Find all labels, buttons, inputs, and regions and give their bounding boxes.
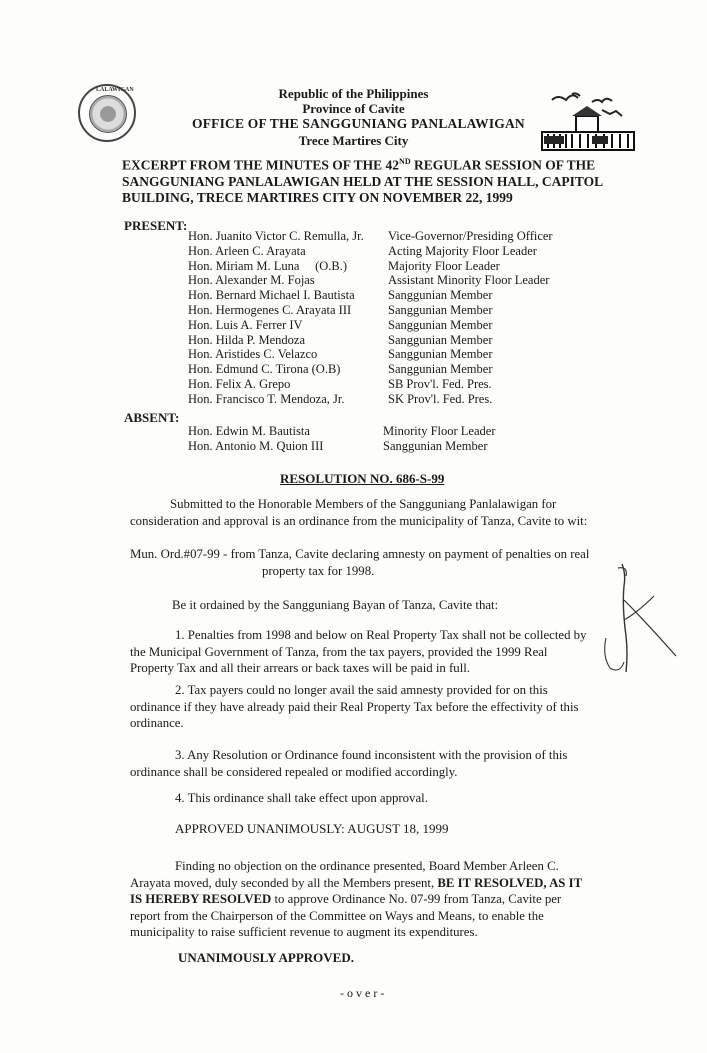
item-2: [130, 682, 578, 732]
resolution-title: RESOLUTION NO. 686-S-99: [280, 471, 445, 486]
present-member-role-12: SK Prov'l. Fed. Pres.: [388, 391, 493, 406]
item-3: [130, 747, 567, 780]
ordained-line: Be it ordained by the Sangguniang Bayan of Tanza, Cavite that:: [172, 598, 499, 612]
excerpt-sup: ND: [399, 157, 411, 166]
finding-line2a: Arayata moved, duly seconded by all the Members present,: [130, 875, 438, 890]
present-member-name-8: Hon. Hilda P. Mendoza: [188, 332, 305, 347]
excerpt-line3: BUILDING, TRECE MARTIRES CITY ON NOVEMBER 22, 1999: [122, 189, 513, 205]
present-member-name-11: Hon. Felix A. Grepo: [188, 376, 291, 391]
present-member-name-9: Hon. Aristides C. Velazco: [188, 347, 318, 362]
excerpt-line1b: REGULAR SESSION OF THE: [410, 157, 596, 173]
present-member-name-4: Hon. Alexander M. Fojas: [188, 273, 315, 288]
present-member-role-11: SB Prov'l. Fed. Pres.: [388, 376, 492, 391]
header-republic: Republic of the Philippines: [278, 86, 429, 101]
present-member-role-7: Sanggunian Member: [388, 317, 493, 332]
absent-member-name-1: Hon. Edwin M. Bautista: [188, 424, 310, 438]
ordinance-line2: property tax for 1998.: [262, 563, 375, 578]
finding-line3b: to approve Ordinance No. 07-99 from Tanza, Cavite per: [271, 892, 562, 906]
header-province: Province of Cavite: [302, 101, 405, 116]
item1-line1: 1. Penalties from 1998 and below on Real Property Tax shall not be collected by: [175, 628, 587, 642]
excerpt-line2: SANGGUNIANG PANLALAWIGAN HELD AT THE SESSION HALL, CAPITOL: [122, 173, 604, 189]
item2-line2: ordinance if they have already paid their Real Property Tax before the effectivity of this: [130, 699, 579, 714]
approved-line: APPROVED UNANIMOUSLY: AUGUST 18, 1999: [175, 821, 449, 836]
handwritten-initials: [600, 560, 700, 680]
item-1: [130, 627, 586, 677]
present-member-name-10: Hon. Edmund C. Tirona (O.B): [188, 362, 341, 377]
absent-member-name-2: Hon. Antonio M. Quion III: [188, 438, 324, 453]
present-member-role-1: Vice-Governor/Presiding Officer: [388, 229, 553, 243]
ordinance-ref: [130, 546, 589, 579]
ordinance-line1: Mun. Ord.#07-99 - from Tanza, Cavite declaring amnesty on payment of penalties on real: [130, 547, 590, 561]
present-member-name-3: Hon. Miriam M. Luna (O.B.): [188, 258, 348, 273]
present-member-role-9: Sanggunian Member: [388, 347, 493, 362]
present-member-name-12: Hon. Francisco T. Mendoza, Jr.: [188, 391, 345, 406]
unanimously-approved: UNANIMOUSLY APPROVED.: [178, 950, 354, 965]
item3-line2: ordinance shall be considered repealed or modified accordingly.: [130, 764, 458, 779]
present-member-name-6: Hon. Hermogenes C. Arayata III: [188, 302, 352, 317]
absent-member-role-2: Sanggunian Member: [383, 438, 488, 453]
item3-line1: 3. Any Resolution or Ordinance found inconsistent with the provision of this: [175, 748, 568, 762]
item1-line2: the Municipal Government of Tanza, from the tax payers, provided the 1999 Real: [130, 644, 548, 659]
present-member-role-5: Sanggunian Member: [388, 288, 493, 303]
present-label: PRESENT:: [124, 218, 188, 233]
present-roles: [388, 229, 553, 407]
absent-names: [188, 424, 323, 454]
item2-line3: ordinance.: [130, 716, 184, 730]
present-member-name-5: Hon. Bernard Michael I. Bautista: [188, 288, 355, 303]
present-member-name-1: Hon. Juanito Victor C. Remulla, Jr.: [188, 229, 364, 243]
item1-line3: Property Tax and all their arrears or back taxes will be paid in full.: [130, 661, 471, 675]
finding-line4: report from the Chairperson of the Committee on Ways and Means, to enable the: [130, 908, 544, 923]
item2-line1: 2. Tax payers could no longer avail the said amnesty provided for on this: [175, 683, 548, 697]
present-member-role-6: Sanggunian Member: [388, 302, 493, 317]
finding-line1: Finding no objection on the ordinance presented, Board Member Arleen C.: [175, 859, 559, 873]
intro-line1: Submitted to the Honorable Members of the Sangguniang Panlalawigan for: [170, 497, 557, 511]
present-member-role-3: Majority Floor Leader: [388, 258, 500, 273]
absent-label: ABSENT:: [124, 410, 180, 425]
present-names: [188, 229, 364, 407]
present-member-name-7: Hon. Luis A. Ferrer IV: [188, 317, 303, 332]
seal-top-text: LALAWIGAN: [96, 87, 134, 93]
excerpt-title: [122, 154, 604, 206]
absent-roles: [383, 424, 495, 454]
absent-member-role-1: Minority Floor Leader: [383, 424, 496, 438]
finding-line2b: BE IT RESOLVED, AS IT: [437, 875, 583, 890]
finding-paragraph: [130, 858, 582, 941]
item-4: 4. This ordinance shall take effect upon approval.: [175, 791, 428, 805]
intro-paragraph: [130, 496, 590, 529]
present-member-role-8: Sanggunian Member: [388, 332, 493, 347]
present-member-role-10: Sanggunian Member: [388, 362, 493, 377]
over-indicator: - o v e r -: [340, 986, 385, 1000]
finding-line5: municipality to raise sufficient revenue to augment its expenditures.: [130, 925, 478, 939]
header-city: Trece Martires City: [298, 133, 409, 148]
present-member-role-4: Assistant Minority Floor Leader: [388, 273, 550, 288]
present-member-role-2: Acting Majority Floor Leader: [388, 243, 537, 258]
present-member-name-2: Hon. Arleen C. Arayata: [188, 243, 306, 258]
excerpt-line1a: EXCERPT FROM THE MINUTES OF THE 42: [122, 157, 400, 173]
finding-line3a: IS HEREBY RESOLVED: [130, 892, 272, 906]
intro-line2: consideration and approval is an ordinance from the municipality of Tanza, Cavite to wit:: [130, 513, 588, 528]
header-office: OFFICE OF THE SANGGUNIANG PANLALAWIGAN: [192, 116, 525, 131]
